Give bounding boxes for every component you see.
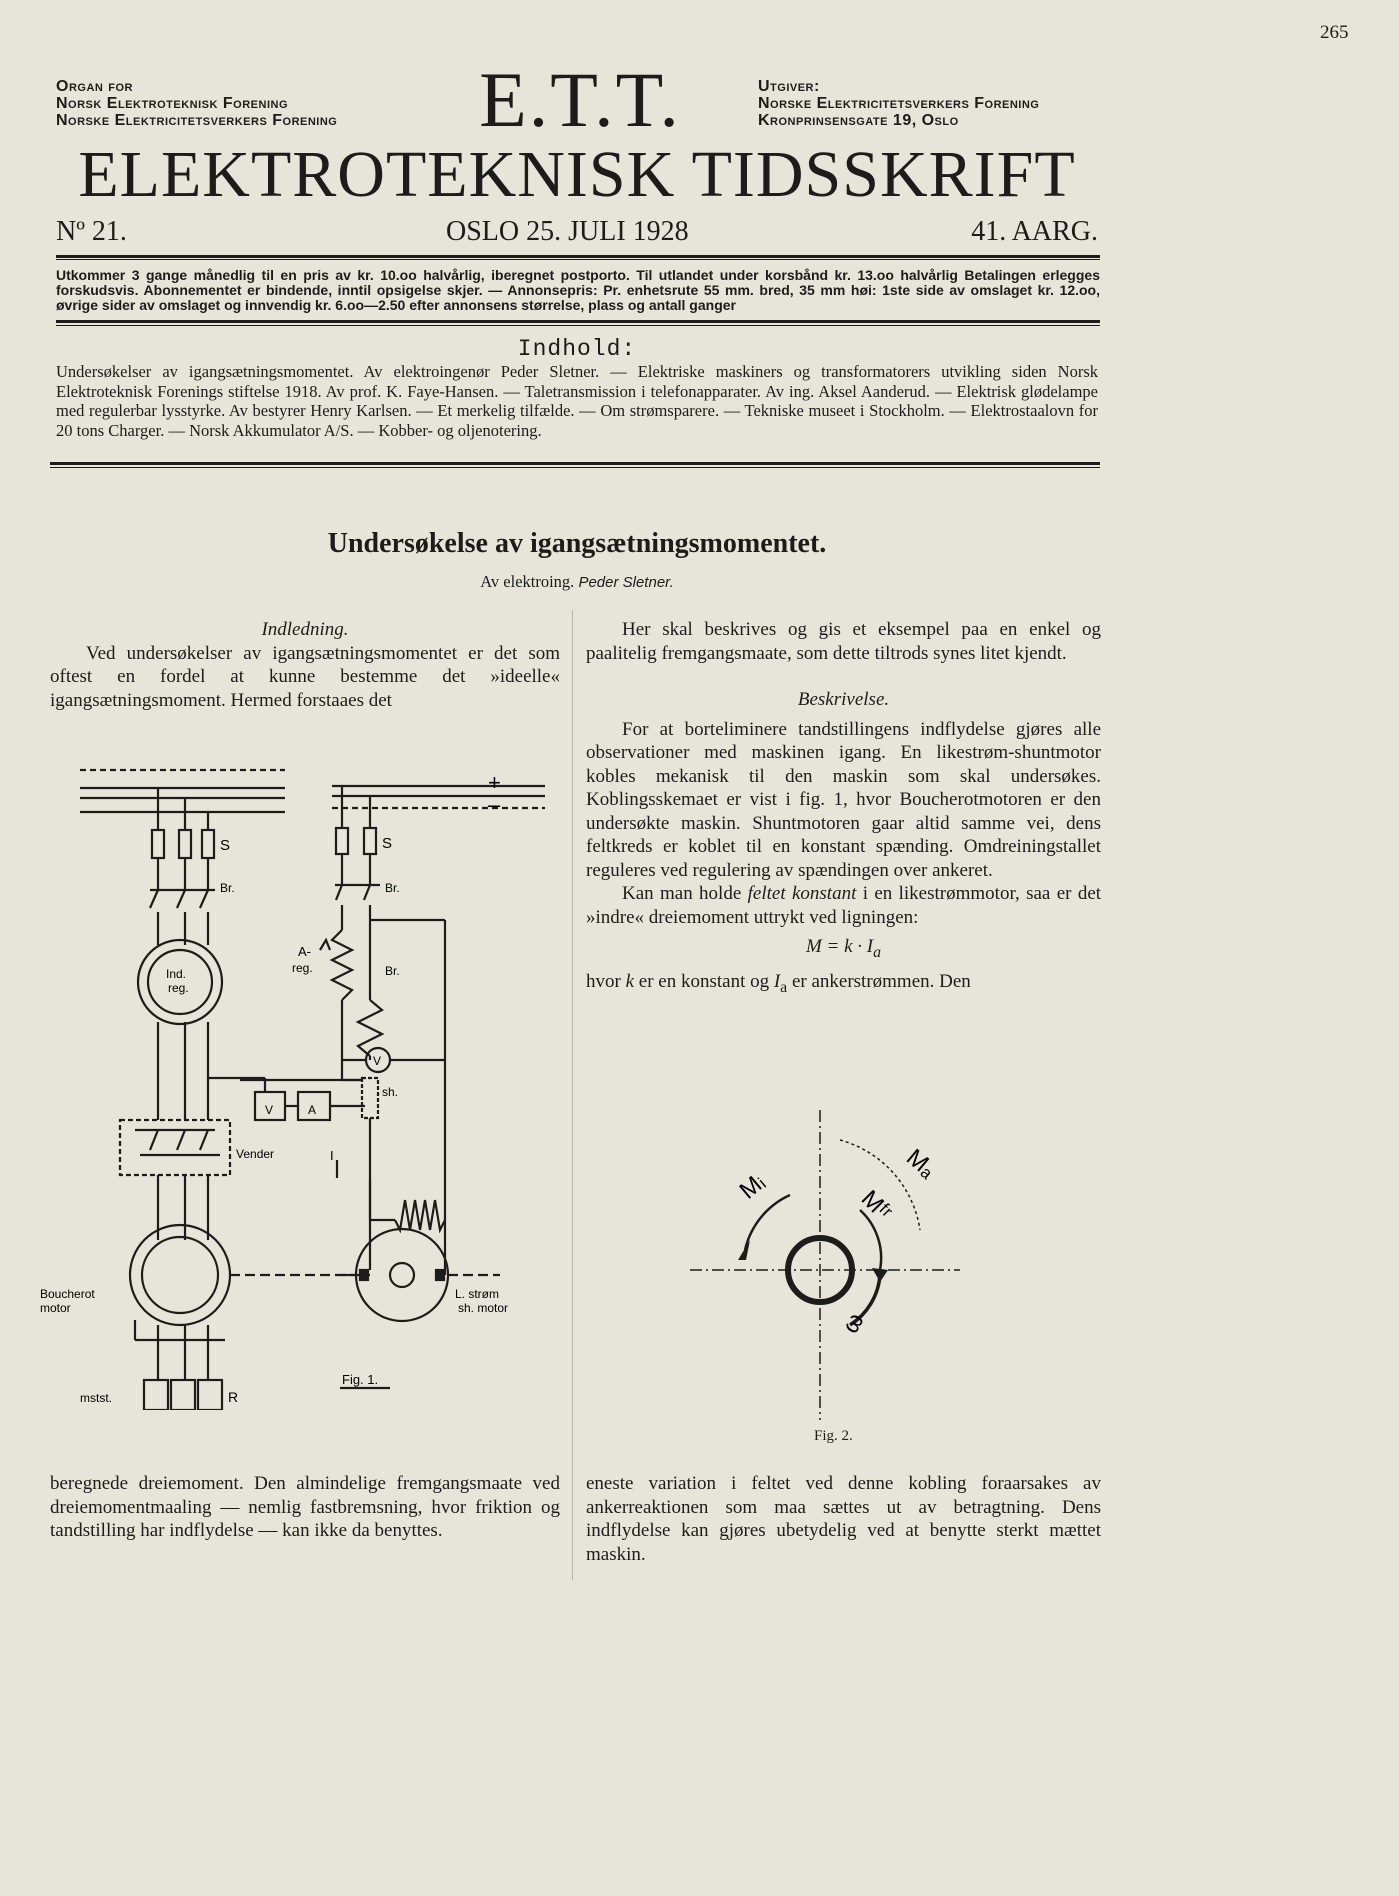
p4-i: I: [773, 971, 781, 993]
left-paragraph-1: Ved undersøkelser av igangsætningsmomentet er det som oftest en fordel at kunne bestemme det »ideelle« igangsætningsmoment. Hermed forstaaes det: [50, 642, 560, 711]
header-left-line-2: Norsk Elektroteknisk Forening: [56, 95, 289, 112]
rule-bottom-thin: [50, 467, 1100, 468]
rule-mid-thin: [56, 325, 1100, 326]
fig1-boucherot-1: Boucherot: [40, 1287, 95, 1301]
fig1-ind-reg-1: Ind.: [166, 967, 187, 981]
right-paragraph-2: For at borteliminere tandstillingens indflydelse gjøres alle observationer med maskinen igang. En likestrøm-shuntmotor kobles mekanisk til den maskin som skal undersøkes. Koblingsskemaet er vist i fig. 1, hvor Boucherotmotoren er den undersøkte maskin. Shuntmotoren gaar altid samme vei, dens feltkreds er koblet til en konstant spænding. Omdreiningstallet reguleres ved regulering av spændingen over ankeret.: [586, 718, 1101, 881]
subscription-info: Utkommer 3 gange månedlig til en pris av kr. 10.oo halvårlig, iberegnet postporto. Til utlandet under korsbånd kr. 13.oo halvårlig Betalingen erlegges forskudsvis. Abonnementet er bindende, inntil opsigelse skjer. — Annonsepris: Pr. enhetsrute 55 mm. bred, 35 mm høi: 1ste side av omslaget kr. 12.oo, øvrige sider av omslaget og innvendig kr. 6.oo—2.50 efter annonsens størrelse, plass og antall ganger: [56, 267, 1100, 313]
fig1-l-strom-2: sh. motor: [458, 1301, 509, 1315]
article-title: Undersøkelse av igangsætningsmomentet.: [327, 528, 827, 559]
fig2-omega: ω: [836, 1308, 870, 1338]
heading-beskrivelse: Beskrivelse.: [797, 689, 890, 710]
p3-end: i en likestrømmotor, saa er det »indre« dreiemoment uttrykt ved ligningen:: [586, 883, 1102, 928]
fig1-l-strom-1: L. strøm: [455, 1287, 499, 1301]
fig1-br-right: Br.: [385, 881, 400, 895]
fig1-vender: Vender: [236, 1147, 275, 1161]
left-column-top: [50, 618, 560, 712]
rule-top: [56, 255, 1100, 258]
volume: 41. AARG.: [971, 216, 1098, 247]
contents-body: Undersøkelser av igangsætningsmomentet. Av elektroingenør Peder Sletner. — Elektriske maskiners og transformatorers utvikling siden Norsk Elektroteknisk Forenings stiftelse 1918. Av prof. K. Faye-Hansen. — Taletransmission i telefonapparater. Av ing. Aksel Aanderud. — Elektrisk glødelampe med regulerbar lysstyrke. Av bestyrer Henry Karlsen. — Et merkelig tilfælde. — Om strømsparere. — Tekniske museet i Stockholm. — Elektrostaalovn for 20 tons Charger. — Norsk Akkumulator A/S. — Kobber- og oljenotering.: [56, 362, 1098, 440]
p3-emphasis: feltet konstant: [747, 883, 857, 904]
fig1-v-meter: V: [265, 1103, 274, 1117]
p3-start: Kan man holde: [622, 883, 742, 904]
fig2-mfr: Mᶠʳ: [855, 1185, 897, 1227]
column-separator: [572, 610, 573, 1580]
header-left: [56, 78, 337, 129]
page-number: 265: [1320, 22, 1349, 43]
fig1-voltmeter: V: [373, 1054, 382, 1068]
equation-sub: a: [873, 943, 882, 961]
fig1-sh: sh.: [382, 1085, 399, 1099]
header-right-line-2: Norske Elektricitetsverkers Forening: [758, 95, 1040, 112]
fig1-caption: Fig. 1.: [342, 1372, 379, 1387]
equation-body: M = k · I: [805, 936, 874, 957]
header-right-line-3: Kronprinsensgate 19, Oslo: [758, 112, 959, 129]
heading-indledning: Indledning.: [261, 619, 349, 640]
journal-logo: E.T.T.: [479, 56, 681, 143]
header-right: [758, 78, 1039, 129]
fig1-a-meter: A: [308, 1103, 317, 1117]
header-left-line-1: Organ for: [56, 78, 133, 95]
issue-row: [56, 216, 1098, 248]
equation: [586, 935, 1101, 964]
p4-k: k: [625, 971, 635, 993]
figure-2-caption: Fig. 2.: [814, 1428, 853, 1444]
fig1-boucherot-2: motor: [40, 1301, 71, 1315]
fig1-r: R: [228, 1389, 239, 1405]
byline: [56, 572, 1098, 592]
fig1-br-field: Br.: [385, 964, 400, 978]
right-paragraph-3: [586, 882, 1101, 929]
fig1-s-right: S: [382, 835, 393, 852]
fig1-br-left: Br.: [220, 881, 235, 895]
issue-date: OSLO 25. JULI 1928: [446, 216, 689, 247]
rule-top-thin: [56, 259, 1100, 260]
fig1-mstst: mstst.: [80, 1391, 112, 1405]
header-left-line-3: Norske Elektricitetsverkers Forening: [56, 112, 338, 129]
author: Peder Sletner.: [578, 574, 674, 591]
fig1-ind-reg-2: reg.: [168, 981, 189, 995]
fig1-a-reg-1: A-: [298, 944, 311, 959]
right-column: [586, 618, 1101, 1000]
right-paragraph-4: [586, 970, 1101, 999]
p4-a: hvor: [586, 971, 621, 993]
fig1-minus: –: [488, 792, 501, 817]
p4-c: er ankerstrømmen. Den: [791, 971, 971, 993]
right-column-bottom: eneste variation i feltet ved denne kobling foraarsakes av ankerreaktionen som maa sættes ut av betragtning. Dens indflydelse kan gjøres ubetydelig ved at benytte sterkt mættet maskin.: [586, 1473, 1101, 1565]
figure-2-torque: [690, 1100, 990, 1430]
fig1-a-reg-2: reg.: [292, 961, 313, 975]
byline-prefix: Av elektroing.: [480, 572, 575, 591]
figure-1-circuit: [40, 760, 560, 1410]
p4-b: er en konstant og: [638, 971, 770, 993]
fig1-marker: I: [330, 1148, 334, 1163]
contents-heading: Indhold:: [517, 336, 637, 362]
fig1-s-left: S: [220, 837, 231, 854]
fig1-plus: +: [488, 770, 501, 795]
journal-title: ELEKTROTEKNISK TIDSSKRIFT: [78, 138, 1076, 211]
rule-mid: [56, 320, 1100, 323]
p4-sub: a: [780, 979, 788, 997]
fig2-ma: Mₐ: [901, 1143, 941, 1184]
issue-number: Nº 21.: [56, 216, 127, 247]
fig2-mi: Mᵢ: [734, 1168, 771, 1205]
left-column-bottom: beregnede dreiemoment. Den almindelige fremgangsmaate ved dreiemomentmaaling — nemlig fastbremsning, hvor friktion og tandstilling har indflydelse — kan ikke da benyttes.: [50, 1473, 560, 1541]
header-right-line-1: Utgiver:: [758, 78, 820, 95]
right-paragraph-1: Her skal beskrives og gis et eksempel paa en enkel og paalitelig fremgangsmaate, som dette tiltrods synes litet kjendt.: [586, 619, 1101, 664]
rule-bottom: [50, 462, 1100, 465]
